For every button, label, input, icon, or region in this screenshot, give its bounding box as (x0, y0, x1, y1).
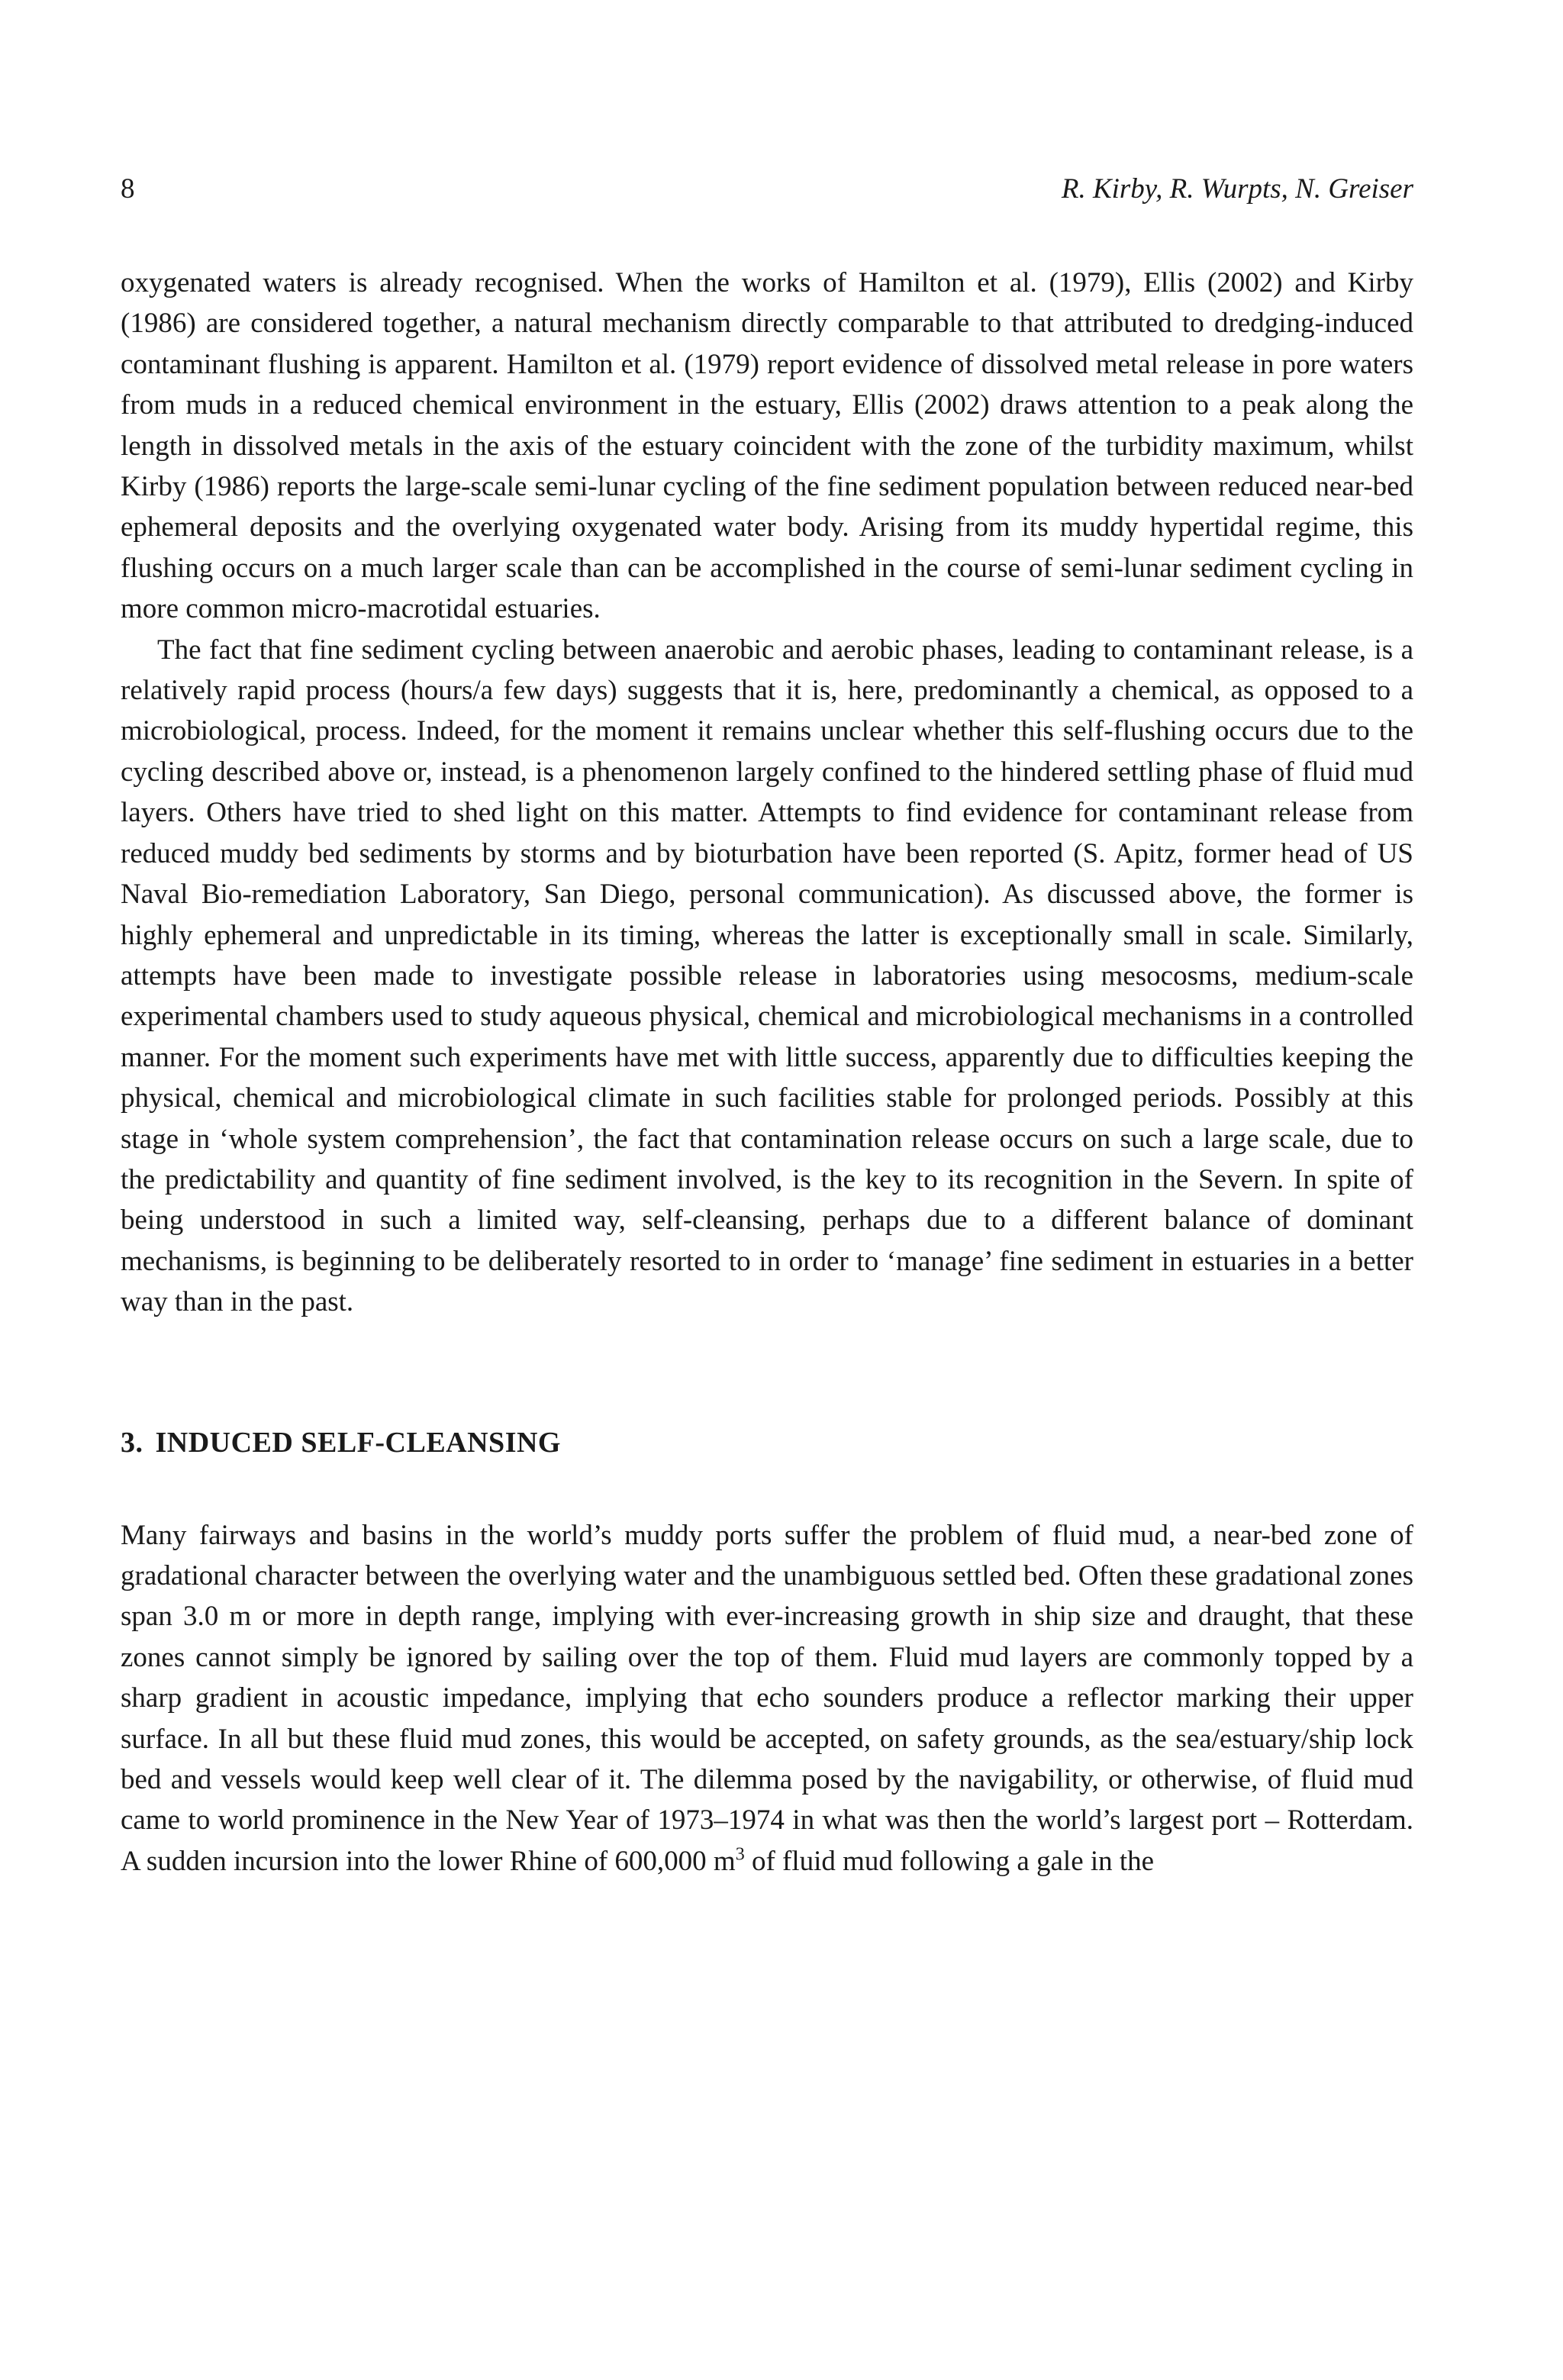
paragraph-1: oxygenated waters is already recognised. When the works of Hamilton et al. (1979), Ellis (2002) and Kirby (1986) are considered together, a natural mechanism directly comparable to that attributed to dredging-induced contaminant flushing is apparent. Hamilton et al. (1979) report evidence of dissolved metal release in pore waters from muds in a reduced chemical environment in the estuary, Ellis (2002) draws attention to a peak along the length in dissolved metals in the axis of the estuary coincident with the zone of the turbidity maximum, whilst Kirby (1986) reports the large-scale semi-lunar cycling of the fine sediment population between reduced near-bed ephemeral deposits and the overlying oxygenated water body. Arising from its muddy hypertidal regime, this flushing occurs on a much larger scale than can be accomplished in the course of semi-lunar sediment cycling in more common micro-macrotidal estuaries. (121, 267, 1413, 625)
page (121, 166, 1413, 1882)
paragraph-3-text-b: of fluid mud following a gale in the (744, 1845, 1155, 1877)
section-heading (121, 1424, 1413, 1462)
running-head (121, 166, 1413, 212)
paragraph-3-text-a: Many fairways and basins in the world’s muddy ports suffer the problem of fluid mud, a near-bed zone of gradational character between the overlying water and the unambiguous settled bed. Often these gradational zones span 3.0 m or more in depth range, implying with ever-increasing growth in ship size and draught, that these zones cannot simply be ignored by sailing over the top of them. Fluid mud layers are commonly topped by a sharp gradient in acoustic impedance, implying that echo sounders produce a reflector marking their upper surface. In all but these fluid mud zones, this would be accepted, on safety grounds, as the sea/estuary/ship lock bed and vessels would keep well clear of it. The dilemma posed by the navigability, or otherwise, of fluid mud came to world prominence in the New Year of 1973–1974 in what was then the world’s largest port – Rotterdam. A sudden incursion into the lower Rhine of 600,000 m (121, 1519, 1413, 1877)
page-number: 8 (121, 173, 135, 205)
paragraph-3 (121, 1515, 1413, 1882)
section-title: INDUCED SELF-CLEANSING (155, 1426, 561, 1459)
running-authors: R. Kirby, R. Wurpts, N. Greiser (1061, 173, 1413, 205)
body-text (121, 263, 1413, 1882)
section-number: 3. (121, 1426, 143, 1459)
paragraph-2: The fact that fine sediment cycling between anaerobic and aerobic phases, leading to contaminant release, is a relatively rapid process (hours/a few days) suggests that it is, here, predominantly a chemical, as opposed to a microbiological, process. Indeed, for the moment it remains unclear whether this self-flushing occurs due to the cycling described above or, instead, is a phenomenon largely confined to the hindered settling phase of fluid mud layers. Others have tried to shed light on this matter. Attempts to find evidence for contaminant release from reduced muddy bed sediments by storms and by bioturbation have been reported (S. Apitz, former head of US Naval Bio-remediation Laboratory, San Diego, personal communication). As discussed above, the former is highly ephemeral and unpredictable in its timing, whereas the latter is exceptionally small in scale. Similarly, attempts have been made to investigate possible release in laboratories using mesocosms, medium-scale experimental chambers used to study aqueous physical, chemical and microbiological mechanisms in a controlled manner. For the moment such experiments have met with little success, apparently due to difficulties keeping the physical, chemical and microbiological climate in such facilities stable for prolonged periods. Possibly at this stage in ‘whole system comprehension’, the fact that contamination release occurs on such a large scale, due to the predictability and quantity of fine sediment involved, is the key to its recognition in the Severn. In spite of being understood in such a limited way, self-cleansing, perhaps due to a different balance of dominant mechanisms, is beginning to be deliberately resorted to in order to ‘manage’ fine sediment in estuaries in a better way than in the past. (121, 634, 1413, 1318)
superscript-cubed: 3 (735, 1844, 745, 1865)
